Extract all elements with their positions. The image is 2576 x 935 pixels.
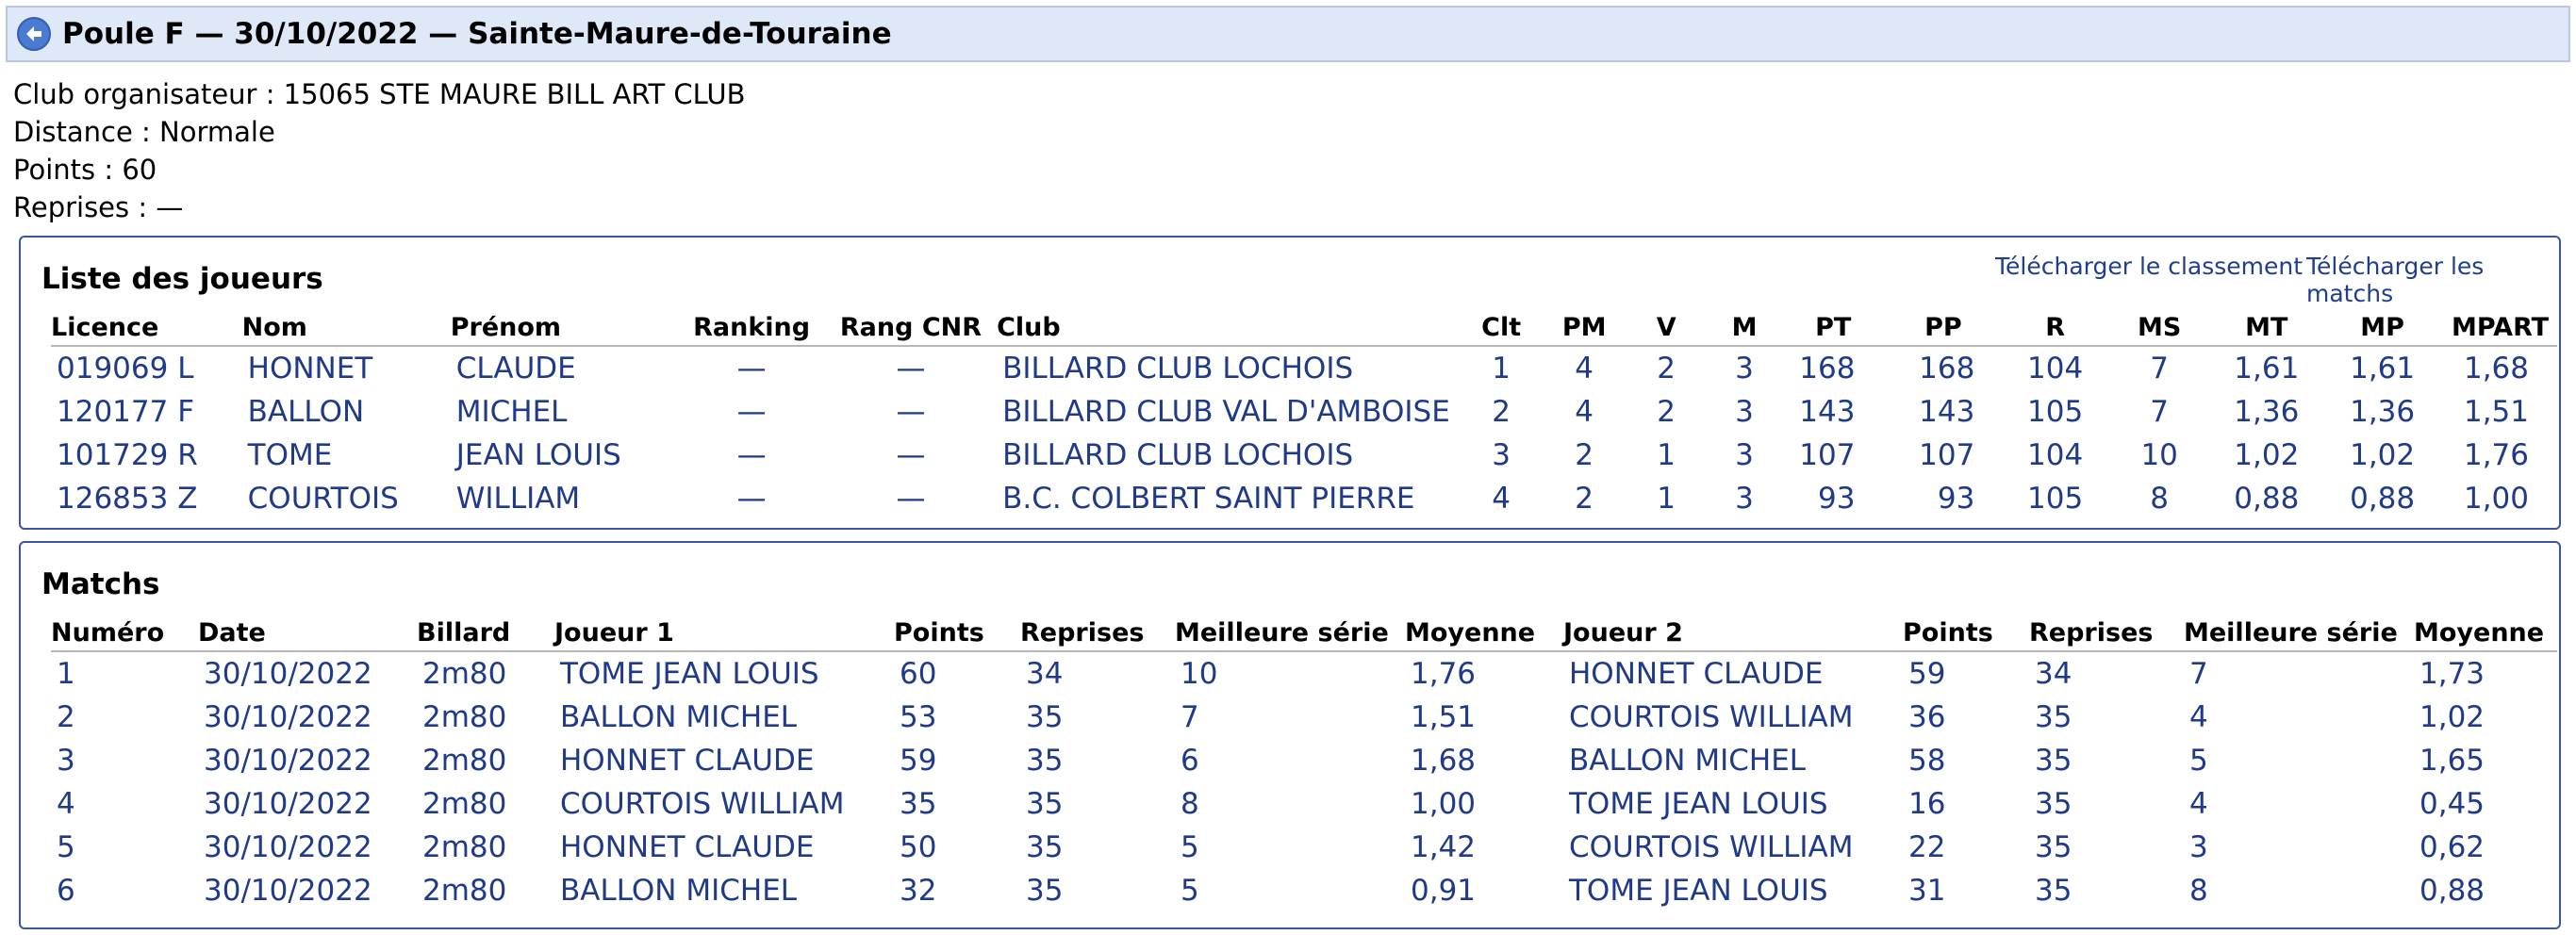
- players-cell-prenom: WILLIAM: [455, 482, 581, 516]
- distance: Distance : Normale: [13, 116, 275, 148]
- matches-col-billard-2: Billard: [417, 615, 554, 651]
- players-col-prenom: Prénom: [451, 309, 679, 346]
- match-row[interactable]: [51, 651, 2557, 696]
- players-cell-pm: 4: [1575, 395, 1594, 429]
- players-col-clt: Clt: [1461, 309, 1542, 346]
- match-cell-meilleure-serie-11: 3: [2189, 830, 2208, 864]
- players-row[interactable]: [51, 434, 2557, 477]
- players-cell-nom: BALLON: [247, 395, 365, 429]
- match-cell-meilleure-serie-11: 4: [2189, 700, 2208, 734]
- players-cell-mt: 1,36: [2234, 395, 2300, 429]
- players-col-v: V: [1627, 309, 1706, 346]
- players-cell-licence: 019069 L: [57, 352, 194, 385]
- matches-col-joueur-1-3: Joueur 1: [554, 615, 894, 651]
- players-cell-r: 105: [2027, 395, 2084, 429]
- players-cell-rang-cnr: —: [896, 395, 926, 429]
- matches-col-meilleure-serie-6: Meilleure série: [1175, 615, 1405, 651]
- match-cell-billard-2: 2m80: [422, 787, 507, 821]
- match-cell-billard-2: 2m80: [422, 700, 507, 734]
- players-cell-mt: 1,61: [2234, 352, 2300, 385]
- players-cell-mt: 0,88: [2234, 482, 2300, 516]
- match-cell-numero-0: 4: [57, 787, 75, 821]
- players-cell-licence: 120177 F: [57, 395, 195, 429]
- players-title: Liste des joueurs: [41, 262, 323, 296]
- players-cell-clt: 3: [1492, 438, 1511, 472]
- matches-col-moyenne-7: Moyenne: [1405, 615, 1563, 651]
- players-cell-pp: 93: [1937, 482, 1975, 516]
- match-cell-meilleure-serie-6: 5: [1181, 874, 1199, 908]
- players-cell-pm: 2: [1575, 482, 1594, 516]
- matches-header-row: [51, 615, 2557, 651]
- players-col-ms: MS: [2107, 309, 2212, 346]
- match-cell-moyenne-12: 1,73: [2419, 657, 2485, 691]
- match-cell-joueur-2-8: COURTOIS WILLIAM: [1569, 830, 1854, 864]
- match-cell-joueur-2-8: TOME JEAN LOUIS: [1569, 874, 1828, 908]
- match-cell-numero-0: 6: [57, 874, 75, 908]
- match-cell-joueur-1-3: TOME JEAN LOUIS: [560, 657, 819, 691]
- match-cell-moyenne-7: 1,76: [1411, 657, 1477, 691]
- match-cell-points-4: 50: [900, 830, 937, 864]
- players-cell-prenom: MICHEL: [455, 395, 568, 429]
- players-cell-ms: 8: [2150, 482, 2170, 516]
- players-cell-pt: 93: [1817, 482, 1856, 516]
- players-cell-mt: 1,02: [2234, 438, 2300, 472]
- match-cell-date-1: 30/10/2022: [204, 830, 372, 864]
- match-cell-points-4: 59: [900, 744, 937, 778]
- matches-col-moyenne-12: Moyenne: [2414, 615, 2557, 651]
- match-cell-billard-2: 2m80: [422, 874, 507, 908]
- match-cell-meilleure-serie-6: 8: [1181, 787, 1199, 821]
- players-cell-clt: 1: [1492, 352, 1511, 385]
- players-cell-ranking: —: [736, 352, 767, 385]
- back-arrow-icon[interactable]: [17, 17, 51, 51]
- match-cell-reprises-5: 35: [1026, 744, 1064, 778]
- players-row[interactable]: [51, 477, 2557, 520]
- page-title: Poule F — 30/10/2022 — Sainte-Maure-de-Touraine: [62, 17, 892, 51]
- match-cell-moyenne-12: 0,45: [2419, 787, 2485, 821]
- match-cell-joueur-1-3: COURTOIS WILLIAM: [560, 787, 845, 821]
- players-col-rang-cnr: Rang CNR: [825, 309, 997, 346]
- players-cell-ms: 7: [2150, 352, 2170, 385]
- players-cell-v: 1: [1657, 482, 1676, 516]
- players-cell-prenom: CLAUDE: [455, 352, 576, 385]
- players-cell-mp: 1,02: [2350, 438, 2416, 472]
- players-cell-ms: 10: [2140, 438, 2178, 472]
- players-cell-club: BILLARD CLUB LOCHOIS: [1002, 352, 1354, 385]
- match-cell-reprises-10: 35: [2035, 787, 2072, 821]
- match-cell-numero-0: 5: [57, 830, 75, 864]
- match-cell-reprises-5: 34: [1026, 657, 1064, 691]
- players-row[interactable]: [51, 346, 2557, 390]
- players-col-m: M: [1706, 309, 1783, 346]
- match-cell-moyenne-7: 0,91: [1411, 874, 1477, 908]
- players-cell-ranking: —: [736, 438, 767, 472]
- players-table: [51, 309, 2557, 520]
- players-col-club: Club: [997, 309, 1461, 346]
- players-cell-mpart: 1,76: [2463, 438, 2529, 472]
- match-cell-date-1: 30/10/2022: [204, 657, 372, 691]
- players-col-nom: Nom: [242, 309, 451, 346]
- match-cell-joueur-1-3: BALLON MICHEL: [560, 874, 798, 908]
- match-cell-meilleure-serie-6: 7: [1181, 700, 1199, 734]
- reprises: Reprises : —: [13, 191, 184, 223]
- match-cell-points-9: 16: [1908, 787, 1946, 821]
- match-cell-reprises-5: 35: [1026, 874, 1064, 908]
- match-cell-joueur-2-8: TOME JEAN LOUIS: [1569, 787, 1828, 821]
- matches-panel: [19, 541, 2561, 929]
- match-cell-points-4: 32: [900, 874, 937, 908]
- players-cell-rang-cnr: —: [896, 352, 926, 385]
- match-cell-date-1: 30/10/2022: [204, 744, 372, 778]
- players-cell-pm: 4: [1575, 352, 1594, 385]
- match-cell-meilleure-serie-6: 10: [1181, 657, 1218, 691]
- match-cell-points-9: 36: [1908, 700, 1946, 734]
- organizer-club: Club organisateur : 15065 STE MAURE BILL ART CLUB: [13, 78, 746, 110]
- match-cell-reprises-10: 35: [2035, 874, 2072, 908]
- matches-col-date-1: Date: [198, 615, 417, 651]
- players-cell-r: 105: [2027, 482, 2084, 516]
- players-cell-licence: 101729 R: [57, 438, 198, 472]
- match-cell-points-4: 53: [900, 700, 937, 734]
- players-cell-mpart: 1,51: [2463, 395, 2529, 429]
- players-cell-mp: 0,88: [2350, 482, 2416, 516]
- players-cell-pt: 168: [1799, 352, 1856, 385]
- players-cell-prenom: JEAN LOUIS: [455, 438, 621, 472]
- players-cell-m: 3: [1735, 482, 1754, 516]
- match-cell-points-4: 35: [900, 787, 937, 821]
- matches-col-points-9: Points: [1903, 615, 2029, 651]
- players-col-pm: PM: [1542, 309, 1627, 346]
- players-cell-m: 3: [1735, 395, 1754, 429]
- match-cell-joueur-1-3: HONNET CLAUDE: [560, 830, 815, 864]
- players-cell-pp: 168: [1919, 352, 1975, 385]
- match-cell-reprises-5: 35: [1026, 830, 1064, 864]
- players-cell-nom: HONNET: [247, 352, 373, 385]
- match-cell-reprises-10: 35: [2035, 830, 2072, 864]
- players-col-ranking: Ranking: [678, 309, 825, 346]
- matches-title: Matchs: [41, 567, 160, 601]
- match-cell-meilleure-serie-11: 4: [2189, 787, 2208, 821]
- players-cell-v: 2: [1657, 395, 1676, 429]
- players-cell-pp: 143: [1919, 395, 1975, 429]
- match-cell-billard-2: 2m80: [422, 830, 507, 864]
- match-cell-points-9: 59: [1908, 657, 1946, 691]
- match-cell-reprises-10: 34: [2035, 657, 2072, 691]
- match-row[interactable]: [51, 869, 2557, 912]
- players-cell-rang-cnr: —: [896, 482, 926, 516]
- match-cell-meilleure-serie-11: 7: [2189, 657, 2208, 691]
- match-cell-joueur-2-8: BALLON MICHEL: [1569, 744, 1807, 778]
- match-cell-points-9: 22: [1908, 830, 1946, 864]
- players-col-pt: PT: [1783, 309, 1883, 346]
- players-cell-ranking: —: [736, 395, 767, 429]
- match-cell-date-1: 30/10/2022: [204, 700, 372, 734]
- players-cell-nom: COURTOIS: [247, 482, 399, 516]
- players-cell-v: 1: [1657, 438, 1676, 472]
- match-cell-numero-0: 1: [57, 657, 75, 691]
- players-body: [51, 346, 2557, 520]
- players-cell-pt: 107: [1799, 438, 1856, 472]
- players-cell-clt: 2: [1492, 395, 1511, 429]
- match-row[interactable]: [51, 696, 2557, 739]
- match-cell-points-9: 58: [1908, 744, 1946, 778]
- players-cell-pm: 2: [1575, 438, 1594, 472]
- match-cell-meilleure-serie-11: 8: [2189, 874, 2208, 908]
- players-cell-ranking: —: [736, 482, 767, 516]
- players-cell-ms: 7: [2150, 395, 2170, 429]
- match-row[interactable]: [51, 739, 2557, 782]
- download-matches-link[interactable]: Télécharger les matchs: [2306, 253, 2485, 307]
- matches-col-numero-0: Numéro: [51, 615, 198, 651]
- players-cell-pt: 143: [1799, 395, 1856, 429]
- matches-col-reprises-5: Reprises: [1020, 615, 1175, 651]
- match-cell-meilleure-serie-11: 5: [2189, 744, 2208, 778]
- match-cell-points-4: 60: [900, 657, 937, 691]
- match-cell-billard-2: 2m80: [422, 657, 507, 691]
- matches-col-meilleure-serie-11: Meilleure série: [2184, 615, 2414, 651]
- players-panel: [19, 236, 2561, 530]
- match-cell-moyenne-12: 1,02: [2419, 700, 2485, 734]
- match-cell-reprises-5: 35: [1026, 787, 1064, 821]
- match-cell-moyenne-7: 1,42: [1411, 830, 1477, 864]
- match-cell-moyenne-7: 1,68: [1411, 744, 1477, 778]
- players-col-mt: MT: [2211, 309, 2321, 346]
- players-cell-pp: 107: [1919, 438, 1975, 472]
- players-header-row: [51, 309, 2557, 346]
- match-cell-reprises-10: 35: [2035, 744, 2072, 778]
- players-cell-m: 3: [1735, 352, 1754, 385]
- match-cell-moyenne-7: 1,00: [1411, 787, 1477, 821]
- players-cell-rang-cnr: —: [896, 438, 926, 472]
- players-cell-m: 3: [1735, 438, 1754, 472]
- match-cell-numero-0: 3: [57, 744, 75, 778]
- match-cell-meilleure-serie-6: 5: [1181, 830, 1199, 864]
- match-row[interactable]: [51, 782, 2557, 826]
- players-col-pp: PP: [1883, 309, 2003, 346]
- match-cell-reprises-5: 35: [1026, 700, 1064, 734]
- players-cell-licence: 126853 Z: [57, 482, 198, 516]
- match-cell-date-1: 30/10/2022: [204, 787, 372, 821]
- players-cell-nom: TOME: [247, 438, 333, 472]
- players-cell-r: 104: [2027, 438, 2084, 472]
- match-cell-moyenne-7: 1,51: [1411, 700, 1477, 734]
- players-col-licence: Licence: [51, 309, 242, 346]
- download-ranking-link[interactable]: Télécharger le classement: [1995, 253, 2304, 280]
- players-cell-club: B.C. COLBERT SAINT PIERRE: [1002, 482, 1415, 516]
- players-col-mp: MP: [2321, 309, 2443, 346]
- match-cell-date-1: 30/10/2022: [204, 874, 372, 908]
- players-cell-mpart: 1,00: [2463, 482, 2529, 516]
- match-cell-joueur-2-8: HONNET CLAUDE: [1569, 657, 1824, 691]
- players-cell-club: BILLARD CLUB VAL D'AMBOISE: [1002, 395, 1450, 429]
- players-cell-clt: 4: [1492, 482, 1511, 516]
- match-cell-joueur-1-3: BALLON MICHEL: [560, 700, 798, 734]
- players-cell-r: 104: [2027, 352, 2084, 385]
- players-col-mpart: MPART: [2443, 309, 2557, 346]
- players-cell-mp: 1,36: [2350, 395, 2416, 429]
- match-cell-moyenne-12: 0,62: [2419, 830, 2485, 864]
- match-cell-moyenne-12: 0,88: [2419, 874, 2485, 908]
- players-row[interactable]: [51, 390, 2557, 434]
- players-cell-mp: 1,61: [2350, 352, 2416, 385]
- match-cell-billard-2: 2m80: [422, 744, 507, 778]
- matches-body: [51, 651, 2557, 912]
- match-cell-joueur-1-3: HONNET CLAUDE: [560, 744, 815, 778]
- tournament-info: [13, 75, 745, 226]
- match-row[interactable]: [51, 826, 2557, 869]
- match-cell-joueur-2-8: COURTOIS WILLIAM: [1569, 700, 1854, 734]
- match-cell-meilleure-serie-6: 6: [1181, 744, 1199, 778]
- points: Points : 60: [13, 154, 157, 186]
- players-col-r: R: [2003, 309, 2107, 346]
- match-cell-reprises-10: 35: [2035, 700, 2072, 734]
- matches-col-reprises-10: Reprises: [2029, 615, 2184, 651]
- matches-col-points-4: Points: [894, 615, 1020, 651]
- players-cell-v: 2: [1657, 352, 1676, 385]
- matches-col-joueur-2-8: Joueur 2: [1563, 615, 1903, 651]
- match-cell-moyenne-12: 1,65: [2419, 744, 2485, 778]
- match-cell-numero-0: 2: [57, 700, 75, 734]
- match-cell-points-9: 31: [1908, 874, 1946, 908]
- matches-table: [51, 615, 2557, 912]
- players-cell-club: BILLARD CLUB LOCHOIS: [1002, 438, 1354, 472]
- page-header: [6, 6, 2570, 62]
- players-cell-mpart: 1,68: [2463, 352, 2529, 385]
